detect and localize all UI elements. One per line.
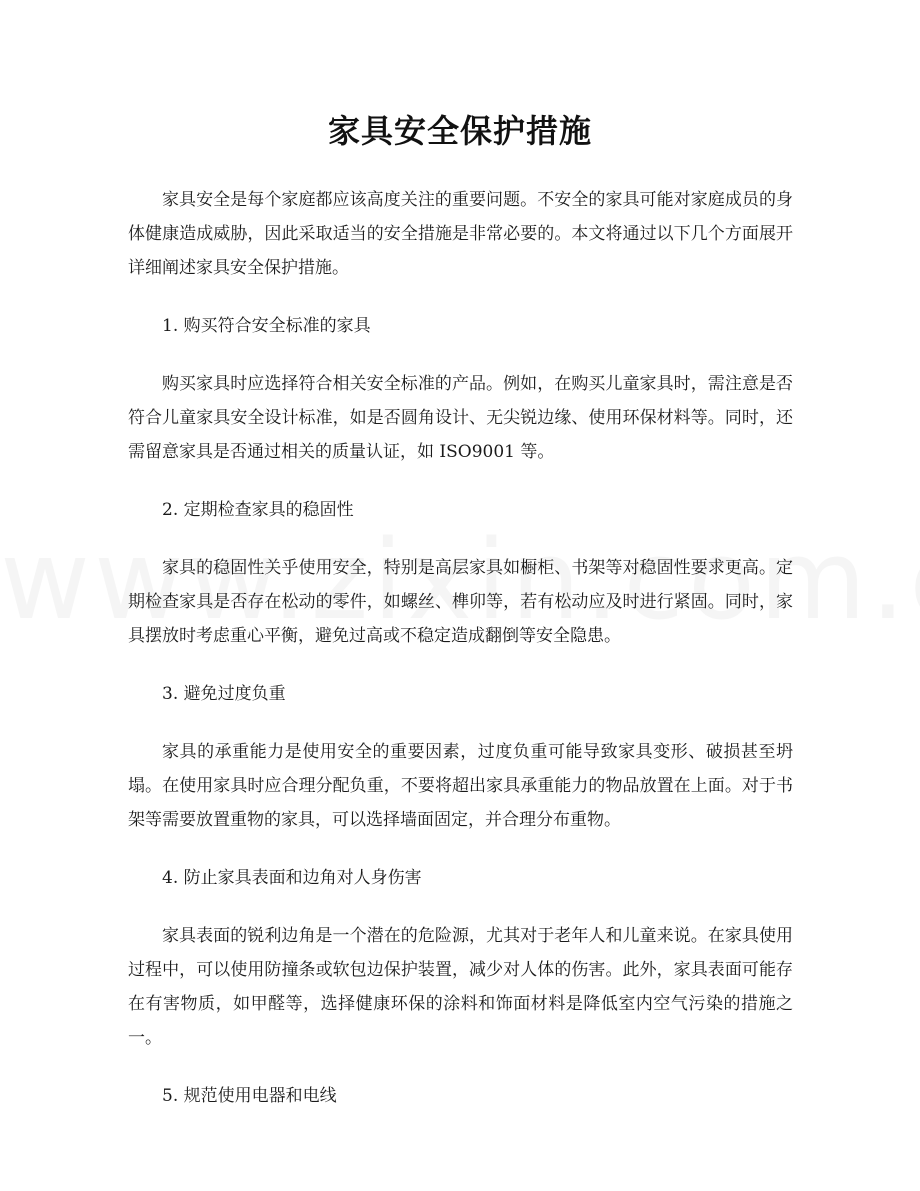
section-heading-1: 1. 购买符合安全标准的家具 [162, 316, 371, 336]
section-heading-4: 4. 防止家具表面和边角对人身伤害 [162, 868, 422, 888]
section-heading-3: 3. 避免过度负重 [162, 684, 286, 704]
section-body-3: 家具的承重能力是使用安全的重要因素，过度负重可能导致家具变形、破损甚至坍塌。在使用家具时应合理分配负重，不要将超出家具承重能力的物品放置在上面。对于书架等需要放置重物的家具，可以选择墙面固定，并合理分布重物。 [128, 742, 793, 830]
section-body-1: 购买家具时应选择符合相关安全标准的产品。例如，在购买儿童家具时，需注意是否符合儿童家具安全设计标准，如是否圆角设计、无尖锐边缘、使用环保材料等。同时，还需留意家具是否通过相关的质量认证，如 ISO9001 等。 [128, 374, 793, 462]
intro-paragraph: 家具安全是每个家庭都应该高度关注的重要问题。不安全的家具可能对家庭成员的身体健康造成威胁，因此采取适当的安全措施是非常必要的。本文将通过以下几个方面展开详细阐述家具安全保护措施。 [128, 190, 793, 278]
section-body-2: 家具的稳固性关乎使用安全，特别是高层家具如橱柜、书架等对稳固性要求更高。定期检查家具是否存在松动的零件，如螺丝、榫卯等，若有松动应及时进行紧固。同时，家具摆放时考虑重心平衡，避免过高或不稳定造成翻倒等安全隐患。 [128, 558, 793, 646]
document-title: 家具安全保护措施 [327, 112, 592, 150]
section-heading-5: 5. 规范使用电器和电线 [162, 1086, 337, 1106]
document-body [128, 183, 793, 1137]
section-body-4: 家具表面的锐利边角是一个潜在的危险源，尤其对于老年人和儿童来说。在家具使用过程中，可以使用防撞条或软包边保护装置，减少对人体的伤害。此外，家具表面可能存在有害物质，如甲醛等，选择健康环保的涂料和饰面材料是降低室内空气污染的措施之一。 [128, 926, 793, 1048]
section-heading-2: 2. 定期检查家具的稳固性 [162, 500, 354, 520]
